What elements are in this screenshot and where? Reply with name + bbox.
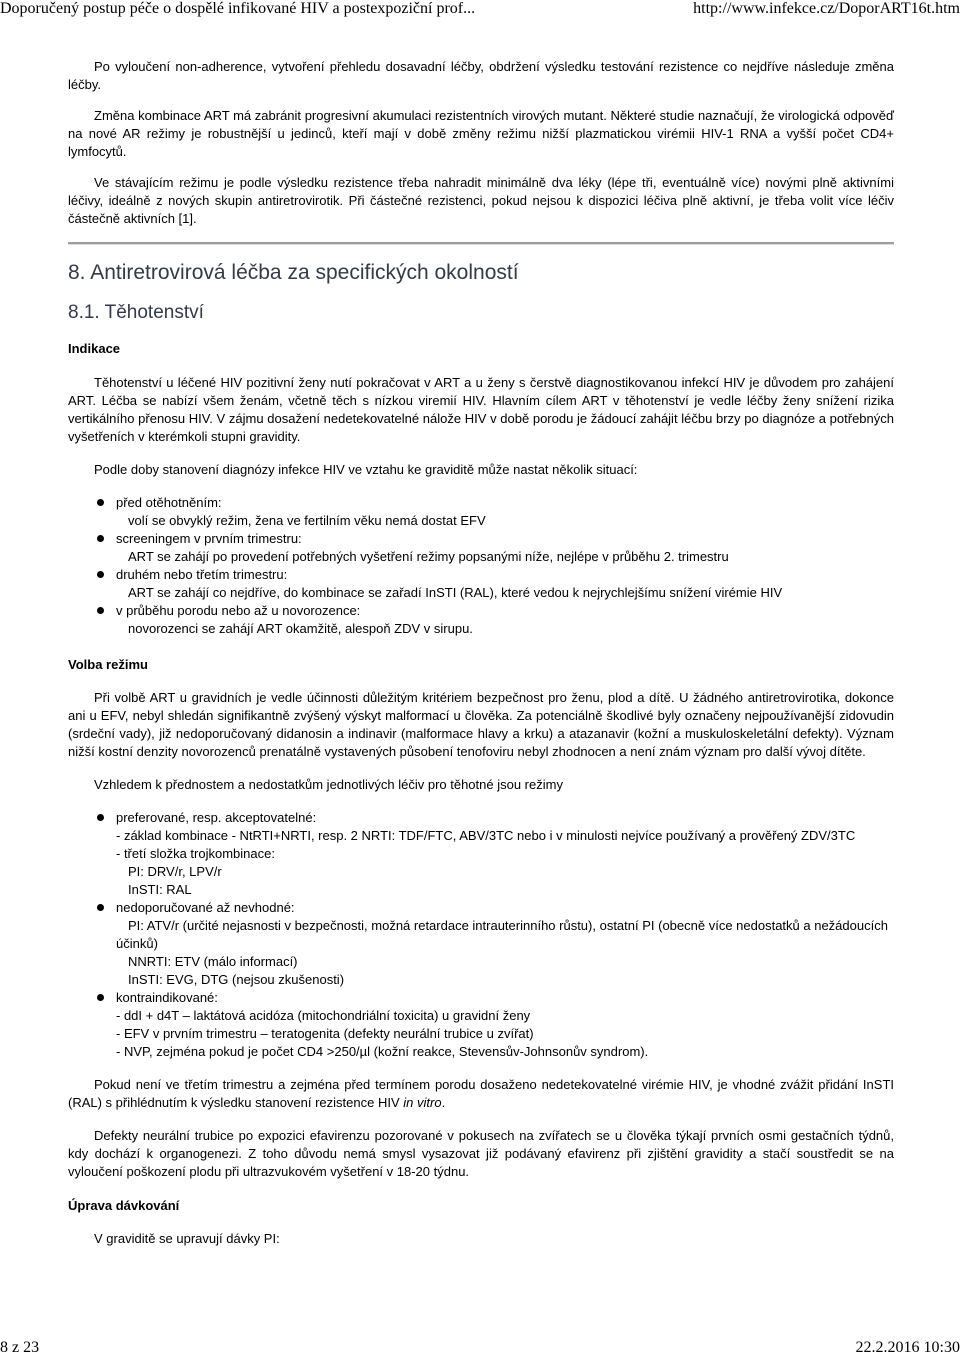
paragraph-insti: Pokud není ve třetím trimestru a zejména před termínem porodu dosaženo nedetekovatelné virémie HIV, je vhodné zvážit přidání InSTI (RAL) s přihlédnutím k výsledku stanovení rezistence HIV in vitro. bbox=[68, 1077, 894, 1110]
print-datetime: 22.2.2016 10:30 bbox=[855, 1339, 960, 1356]
list-item: screeningem v prvním trimestru: ART se zahájí po provedení potřebných vyšetření režimy popsanými níže, nejlépe v průběhu 2. trimestru bbox=[116, 530, 894, 566]
page-number: 8 z 23 bbox=[0, 1339, 40, 1356]
list-item: druhém nebo třetím trimestru: ART se zahájí co nejdříve, do kombinace se zařadí InSTI (RAL), které vedou k nejrychlejšímu snížení virémie HIV bbox=[116, 566, 894, 602]
paragraph-indikace: Těhotenství u léčené HIV pozitivní ženy nutí pokračovat v ART a u ženy s čerstvě diagnostikovanou infekcí HIV je důvodem pro zahájení ART. Léčba se nabízí všem ženám, včetně těch s nízkou viremií HIV. Hlavním cílem ART v těhotenství je vedle léčby ženy snížení rizika vertikálního přenosu HIV. V zájmu dosažení nedetekovatelné nálože HIV v době porodu je žádoucí zahájit léčbu brzy po diagnóze a potřebných vyšetřeních v kterémkoli stupni gravidity. bbox=[68, 375, 894, 444]
list-item: kontraindikované: - ddI + d4T – laktátová acidóza (mitochondriální toxicita) u gravidní ženy - EFV v prvním trimestru – teratogenita (defekty neurální trubice u zvířat) - NVP, zejména pokud je počet CD4 >250/µl (kožní reakce, Stevensův-Johnsonův syndrom). bbox=[116, 989, 894, 1061]
paragraph-regimen-replacement: Ve stávajícím režimu je podle výsledku rezistence třeba nahradit minimálně dva léky (lépe tři, eventuálně více) novými plně aktivními léčivy, ideálně z nových skupin antiretrovirotik. Při částečné rezistenci, pokud nejsou k dispozici léčiva plně aktivní, je třeba volit více léčiv částečně aktivních [1]. bbox=[68, 175, 894, 226]
regimes-list bbox=[68, 809, 894, 1061]
list-item: v průběhu porodu nebo až u novorozence: novorozenci se zahájí ART okamžitě, alespoň ZDV v sirupu. bbox=[116, 602, 894, 638]
label-indikace: Indikace bbox=[68, 341, 121, 356]
section-divider bbox=[68, 242, 894, 245]
list-item: nedoporučované až nevhodné: PI: ATV/r (určité nejasnosti v bezpečnosti, možná retardace intrauterinního růstu), ostatní PI (obecně více nedostatků a nežádoucích účinků) NNRTI: ETV (málo informací) InSTI: EVG, DTG (nejsou zkušenosti) bbox=[116, 899, 894, 989]
article-body bbox=[68, 58, 894, 1248]
list-item: preferované, resp. akceptovatelné: - základ kombinace - NtRTI+NRTI, resp. 2 NRTI: TDF/FTC, ABV/3TC nebo i v minulosti nejvíce používaný a prověřený ZDV/3TC - třetí složka trojkombinace: PI: DRV/r, LPV/r InSTI: RAL bbox=[116, 809, 894, 899]
document-title: Doporučený postup péče o dospělé infikované HIV a postexpoziční prof... bbox=[0, 0, 476, 17]
browser-print-header bbox=[0, 0, 960, 20]
situations-list bbox=[68, 494, 894, 638]
paragraph-pi-dosing: V graviditě se upravují dávky PI: bbox=[94, 1231, 280, 1246]
browser-print-footer bbox=[0, 1339, 960, 1359]
paragraph-neural-tube: Defekty neurální trubice po expozici efavirenzu pozorované v pokusech na zvířatech se u člověka týkají prvních osmi gestačních týdnů, kdy dochází k organogenezi. Z toho důvodu nemá smysl vysazovat již podávaný efavirenz při zjištění gravidity a stačí soustředit se na vyloučení poškození plodu při ultrazvukovém vyšetření v 18-20 týdnu. bbox=[68, 1128, 894, 1179]
document-url[interactable]: http://www.infekce.cz/DoporART16t.htm bbox=[693, 0, 960, 17]
subsection-heading: 8.1. Těhotenství bbox=[68, 302, 204, 323]
list-item: před otěhotněním: volí se obvyklý režim, žena ve fertilním věku nemá dostat EFV bbox=[116, 494, 894, 530]
paragraph-situations: Podle doby stanovení diagnózy infekce HIV ve vztahu ke graviditě může nastat několik situací: bbox=[94, 462, 638, 477]
paragraph-regimes-intro: Vzhledem k přednostem a nedostatkům jednotlivých léčiv pro těhotné jsou režimy bbox=[94, 777, 563, 792]
paragraph-art-change: Změna kombinace ART má zabránit progresivní akumulaci rezistentních virových mutant. Některé studie naznačují, že virologická odpověď na nové AR režimy je robustnější u jedinců, kteří mají v době změny režimu nižší plazmatickou virémii HIV-1 RNA a vyšší počet CD4+ lymfocytů. bbox=[68, 108, 894, 159]
paragraph-resistance-change: Po vyloučení non-adherence, vytvoření přehledu dosavadní léčby, obdržení výsledku testování rezistence co nejdříve následuje změna léčby. bbox=[68, 59, 894, 92]
label-volba-rezimu: Volba režimu bbox=[68, 657, 148, 672]
paragraph-volba: Při volbě ART u gravidních je vedle účinnosti důležitým kritériem bezpečnost pro ženu, plod a dítě. U žádného antiretrovirotika, dokonce ani u EFV, nebyl shledán signifikantně zvýšený výskyt malformací u člověka. Za potenciálně škodlivé byly označeny nejpoužívanější zidovudin (srdeční vady), již nedoporučovaný didanosin a indinavir (malformace hlavy a krku) a atazanavir (kožní a muskuloskeletální defekty). Význam nižší kostní denzity novorozenců prenatálně vystavených působení tenofoviru nebyl zhodnocen a není znám význam pro další vývoj dítěte. bbox=[68, 690, 894, 759]
section-heading: 8. Antiretrovirová léčba za specifických okolností bbox=[68, 261, 519, 284]
label-uprava-davkovani: Úprava dávkování bbox=[68, 1198, 180, 1213]
